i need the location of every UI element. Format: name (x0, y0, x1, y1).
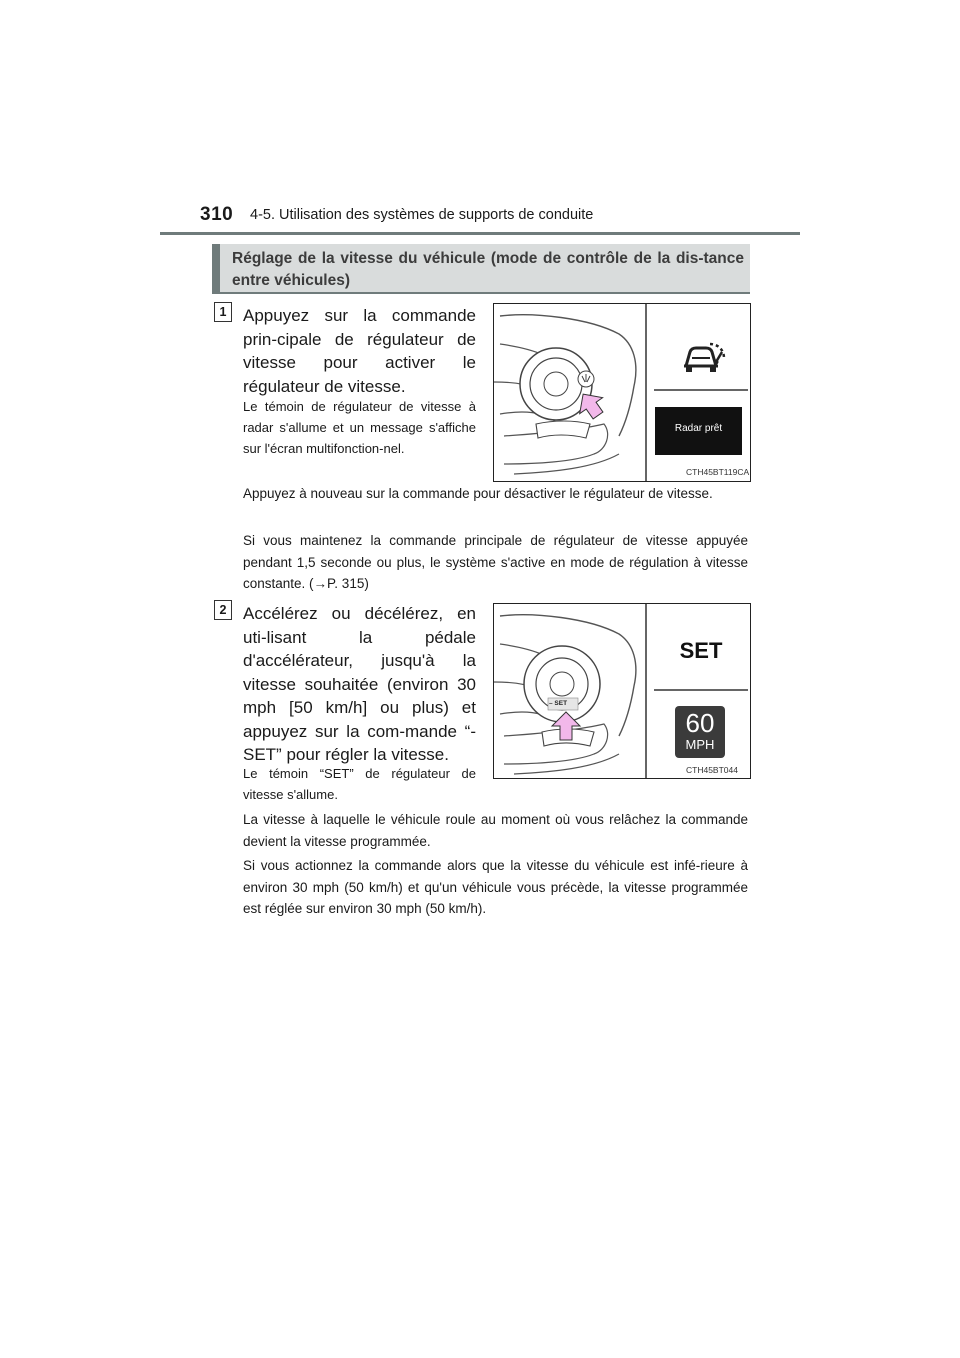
section-title: Réglage de la vitesse du véhicule (mode de contrôle de la dis-tance entre véhicules) (232, 250, 744, 289)
speed-value: 60 (685, 708, 715, 738)
step-2-badge: 2 (214, 600, 232, 620)
chapter-title: 4-5. Utilisation des systèmes de supports de conduite (250, 207, 594, 223)
step-1-badge: 1 (214, 302, 232, 322)
figure-set-speed (493, 603, 751, 779)
page-number: 310 (200, 204, 234, 225)
step-2-paragraph: La vitesse à laquelle le véhicule roule au moment où vous relâchez la commande devient la vitesse programmée. (243, 812, 748, 849)
steering-switch-illustration (494, 304, 750, 481)
step-2-paragraph: Si vous actionnez la commande alors que la vitesse du véhicule est infé-rieure à environ 30 mph (50 km/h) et qu'un véhicule vous précède, la vitesse programmée est réglée sur environ 30 mph (50 km/h). (243, 858, 748, 916)
header-rule (160, 232, 800, 235)
radar-cruise-icon (684, 344, 724, 372)
step-1-paragraph: Si vous maintenez la commande principale de régulateur de vitesse appuyée pendant 1,5 seconde ou plus, le système s'active en mode de régulation à vitesse constante. (→P. 315) (243, 533, 748, 591)
section-banner (212, 244, 750, 294)
set-button-label: – SET (549, 700, 568, 707)
speed-unit: MPH (685, 737, 715, 752)
figure-radar-ready (493, 303, 751, 482)
step-2-text: Accélérez ou décélérez, en uti-lisant la pédale d'accélérateur, jusqu'à la vitesse souhaitée (environ 30 mph [50 km/h] ou plus) et appuyez sur la com-mande “- SET” pour régler la vitesse. (243, 604, 476, 764)
step-2-note: Le témoin “SET” de régulateur de vitesse s'allume. (243, 766, 476, 802)
display-message: Radar prêt (674, 423, 723, 434)
figure-code: CTH45BT044 (686, 765, 738, 775)
step-1-paragraph: Appuyez à nouveau sur la commande pour désactiver le régulateur de vitesse. (243, 486, 713, 501)
step-1-note: Le témoin de régulateur de vitesse à radar s'allume et un message s'affiche sur l'écran multifonction-nel. (243, 399, 476, 456)
set-indicator: SET (679, 638, 723, 663)
step-1-text: Appuyez sur la commande prin-cipale de régulateur de vitesse pour activer le régulateur de vitesse. (243, 306, 476, 396)
figure-code: CTH45BT119CA (686, 467, 750, 477)
